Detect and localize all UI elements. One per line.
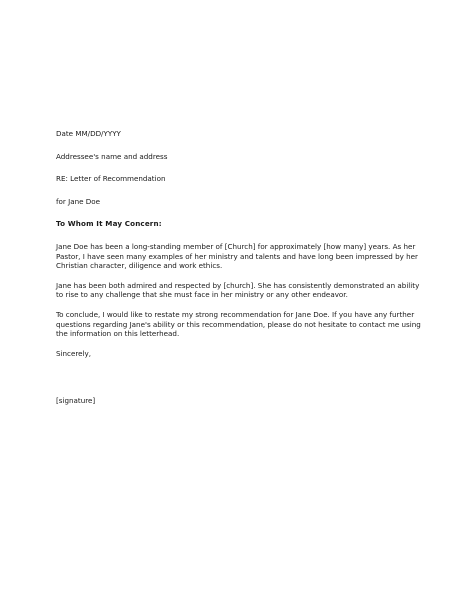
salutation: To Whom It May Concern: [56,219,162,229]
addressee-name-and-address: Addressee's name and address [56,151,168,161]
paragraph-line: Christian character, diligence and work ethics. [56,261,223,271]
body-paragraph-2 [56,281,420,300]
recommendation-letter [56,129,420,406]
paragraph-line: To conclude, I would like to restate my strong recommendation for Jane Doe. If you have any further [56,309,415,319]
signature-placeholder: [signature] [56,396,96,406]
body-paragraph-3 [56,310,420,339]
paragraph-line: Jane has been both admired and respected by [church]. She has consistently demonstrated an ability [56,280,420,290]
paragraph-line: Pastor, I have seen many examples of her ministry and talents and have long been impressed by her [56,251,418,261]
paragraph-line: the information on this letterhead. [56,329,180,339]
paragraph-line: to rise to any challenge that she must face in her ministry or any other endeavor. [56,290,348,300]
paragraph-line: Jane Doe has been a long-standing member of [Church] for approximately [how many] years. As her [56,241,416,251]
letter-date: Date MM/DD/YYYY [56,129,121,138]
subject-line: RE: Letter of Recommendation [56,174,166,184]
body-paragraph-1 [56,242,420,271]
candidate-line: for Jane Doe [56,196,101,206]
closing: Sincerely, [56,348,92,358]
paragraph-line: questions regarding Jane's ability or this recommendation, please do not hesitate to contact me using [56,319,421,329]
